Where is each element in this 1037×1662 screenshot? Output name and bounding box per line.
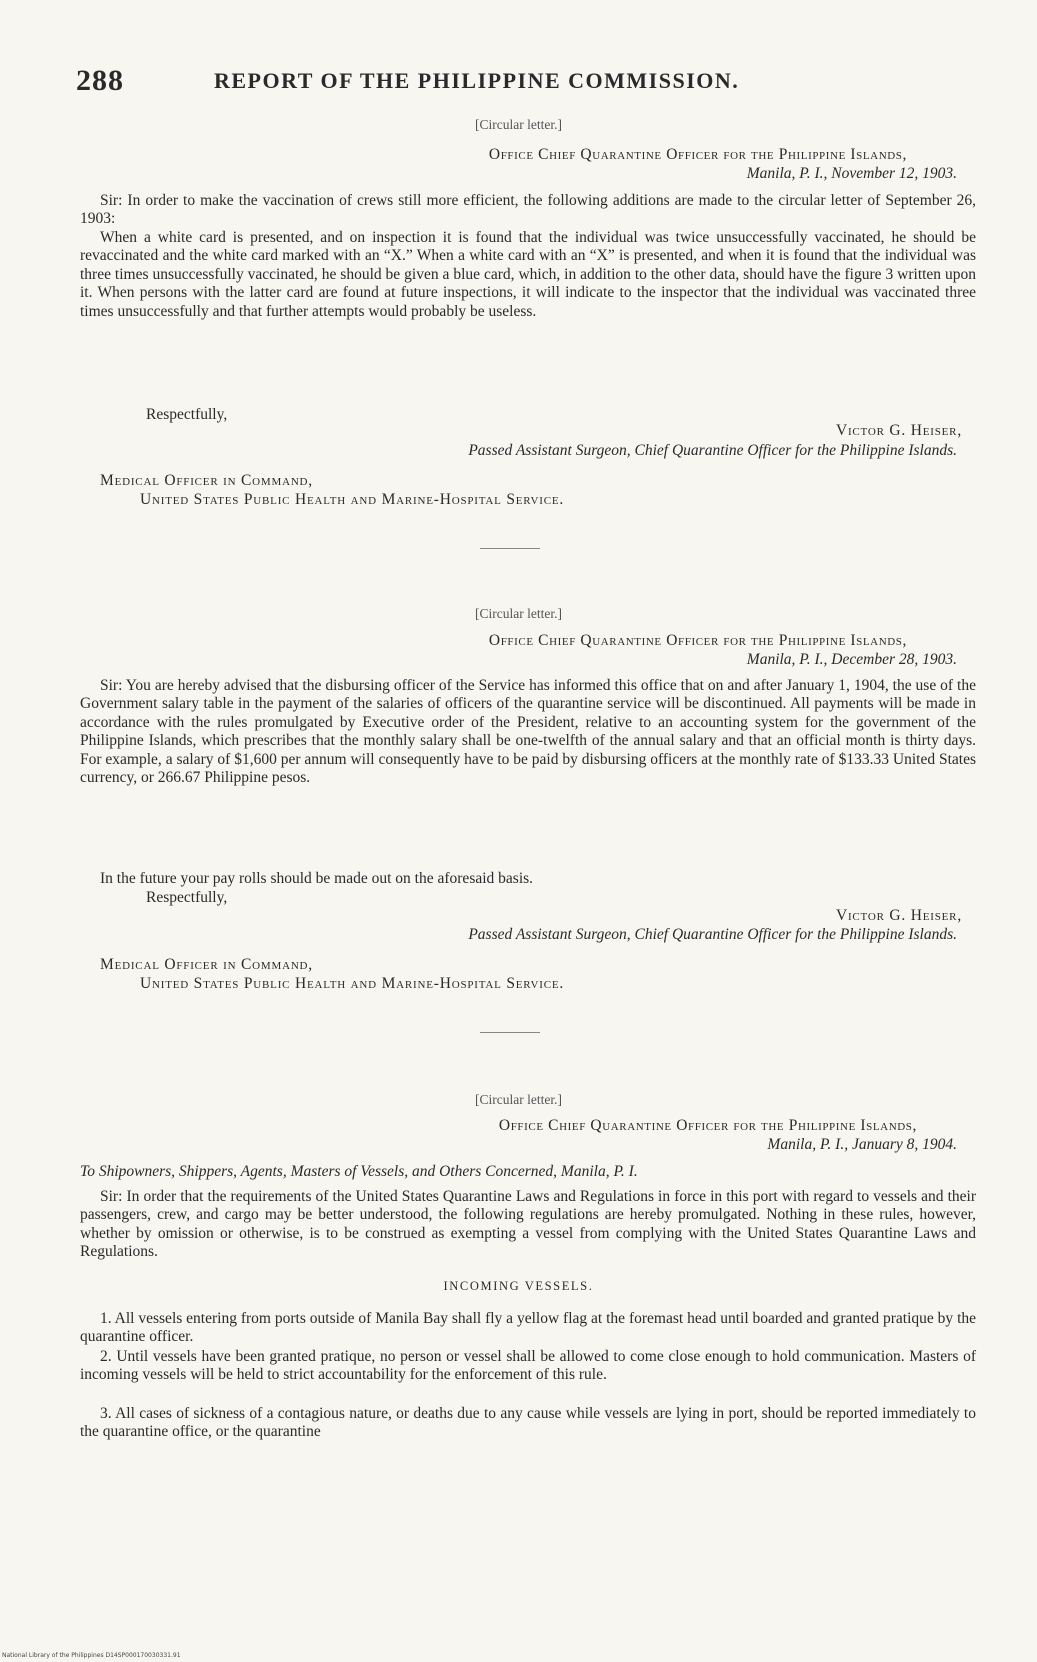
signer-name: Victor G. Heiser, — [835, 422, 962, 439]
letter-paragraph: Sir: In order that the requirements of the United States Quarantine Laws and Regulations in force in this port with regard to vessels and their passengers, crew, and cargo may be better understood, the following regulations are hereby promulgated. Nothing in these rules, however, whether by omission or otherwise, is to be construed as exempting a vessel from complying with the United States Quarantine Laws and Regulations. — [80, 1188, 976, 1261]
section-heading: INCOMING VESSELS. — [443, 1279, 594, 1293]
letter-office: Office Chief Quarantine Officer for the Philippine Islands, — [488, 146, 907, 163]
letter-office: Office Chief Quarantine Officer for the Philippine Islands, — [498, 1117, 917, 1134]
addressee-line: Medical Officer in Command, — [100, 956, 313, 973]
rule-item: 1. All vessels entering from ports outside of Manila Bay shall fly a yellow flag at the foremast head until boarded and granted pratique by the quarantine officer. — [80, 1310, 976, 1346]
letter-dateline: Manila, P. I., January 8, 1904. — [767, 1136, 957, 1153]
scan-credit: National Library of the Philippines D14SP000170030331.91 — [2, 1652, 181, 1659]
circular-label: [Circular letter.] — [475, 1092, 562, 1107]
letter-paragraph: Sir: In order to make the vaccination of crews still more efficient, the following additions are made to the circular letter of September 26, 1903: — [80, 192, 976, 228]
section-divider — [480, 1032, 540, 1033]
signer-title: Passed Assistant Surgeon, Chief Quarantine Officer for the Philippine Islands. — [468, 926, 957, 943]
section-divider — [480, 548, 540, 549]
rule-item: 2. Until vessels have been granted pratique, no person or vessel shall be allowed to come close enough to hold communication. Masters of incoming vessels will be held to strict accountability for the enforcement of this rule. — [80, 1348, 976, 1384]
addressee-line: Medical Officer in Command, — [100, 472, 313, 489]
addressee-line: United States Public Health and Marine-Hospital Service. — [140, 491, 565, 508]
running-title: REPORT OF THE PHILIPPINE COMMISSION. — [214, 68, 740, 93]
letter-recipients: To Shipowners, Shippers, Agents, Masters of Vessels, and Others Concerned, Manila, P. I. — [80, 1163, 638, 1180]
letter-dateline: Manila, P. I., December 28, 1903. — [746, 651, 957, 668]
letter-paragraph: In the future your pay rolls should be made out on the aforesaid basis. — [100, 870, 534, 887]
circular-label: [Circular letter.] — [475, 606, 562, 621]
addressee-line: United States Public Health and Marine-Hospital Service. — [140, 975, 565, 992]
rule-item: 3. All cases of sickness of a contagious nature, or deaths due to any cause while vessels are lying in port, should be reported immediately to the quarantine office, or the quarantine — [80, 1405, 976, 1441]
letter-closing: Respectfully, — [146, 889, 228, 906]
signer-title: Passed Assistant Surgeon, Chief Quarantine Officer for the Philippine Islands. — [468, 442, 957, 459]
circular-label: [Circular letter.] — [475, 117, 562, 132]
letter-closing: Respectfully, — [146, 406, 228, 423]
letter-dateline: Manila, P. I., November 12, 1903. — [746, 165, 957, 182]
signer-name: Victor G. Heiser, — [835, 907, 962, 924]
letter-office: Office Chief Quarantine Officer for the Philippine Islands, — [488, 632, 907, 649]
letter-paragraph: When a white card is presented, and on inspection it is found that the individual was twice unsuccessfully vaccinated, he should be revaccinated and the white card marked with an “X.” When a white card with an “X” is presented, and when it is found that the individual was three times unsuccessfully vaccinated, he should be given a blue card, which, in addition to the other data, should have the figure 3 written upon it. When persons with the latter card are found at future inspections, it will indicate to the inspector that the individual was vaccinated three times unsuccessfully and that further attempts would probably be useless. — [80, 229, 976, 320]
letter-paragraph: Sir: You are hereby advised that the disbursing officer of the Service has informed this office that on and after January 1, 1904, the use of the Government salary table in the payment of the salaries of officers of the quarantine service will be discontinued. All payments will be made in accordance with the rules promulgated by Executive order of the President, relative to an accounting system for the government of the Philippine Islands, which prescribes that the monthly salary shall be one-twelfth of the annual salary and that an official month is thirty days. For example, a salary of $1,600 per annum will consequently have to be paid by disbursing officers at the monthly rate of $133.33 United States currency, or 266.67 Philippine pesos. — [80, 677, 976, 787]
page-number: 288 — [76, 64, 124, 97]
